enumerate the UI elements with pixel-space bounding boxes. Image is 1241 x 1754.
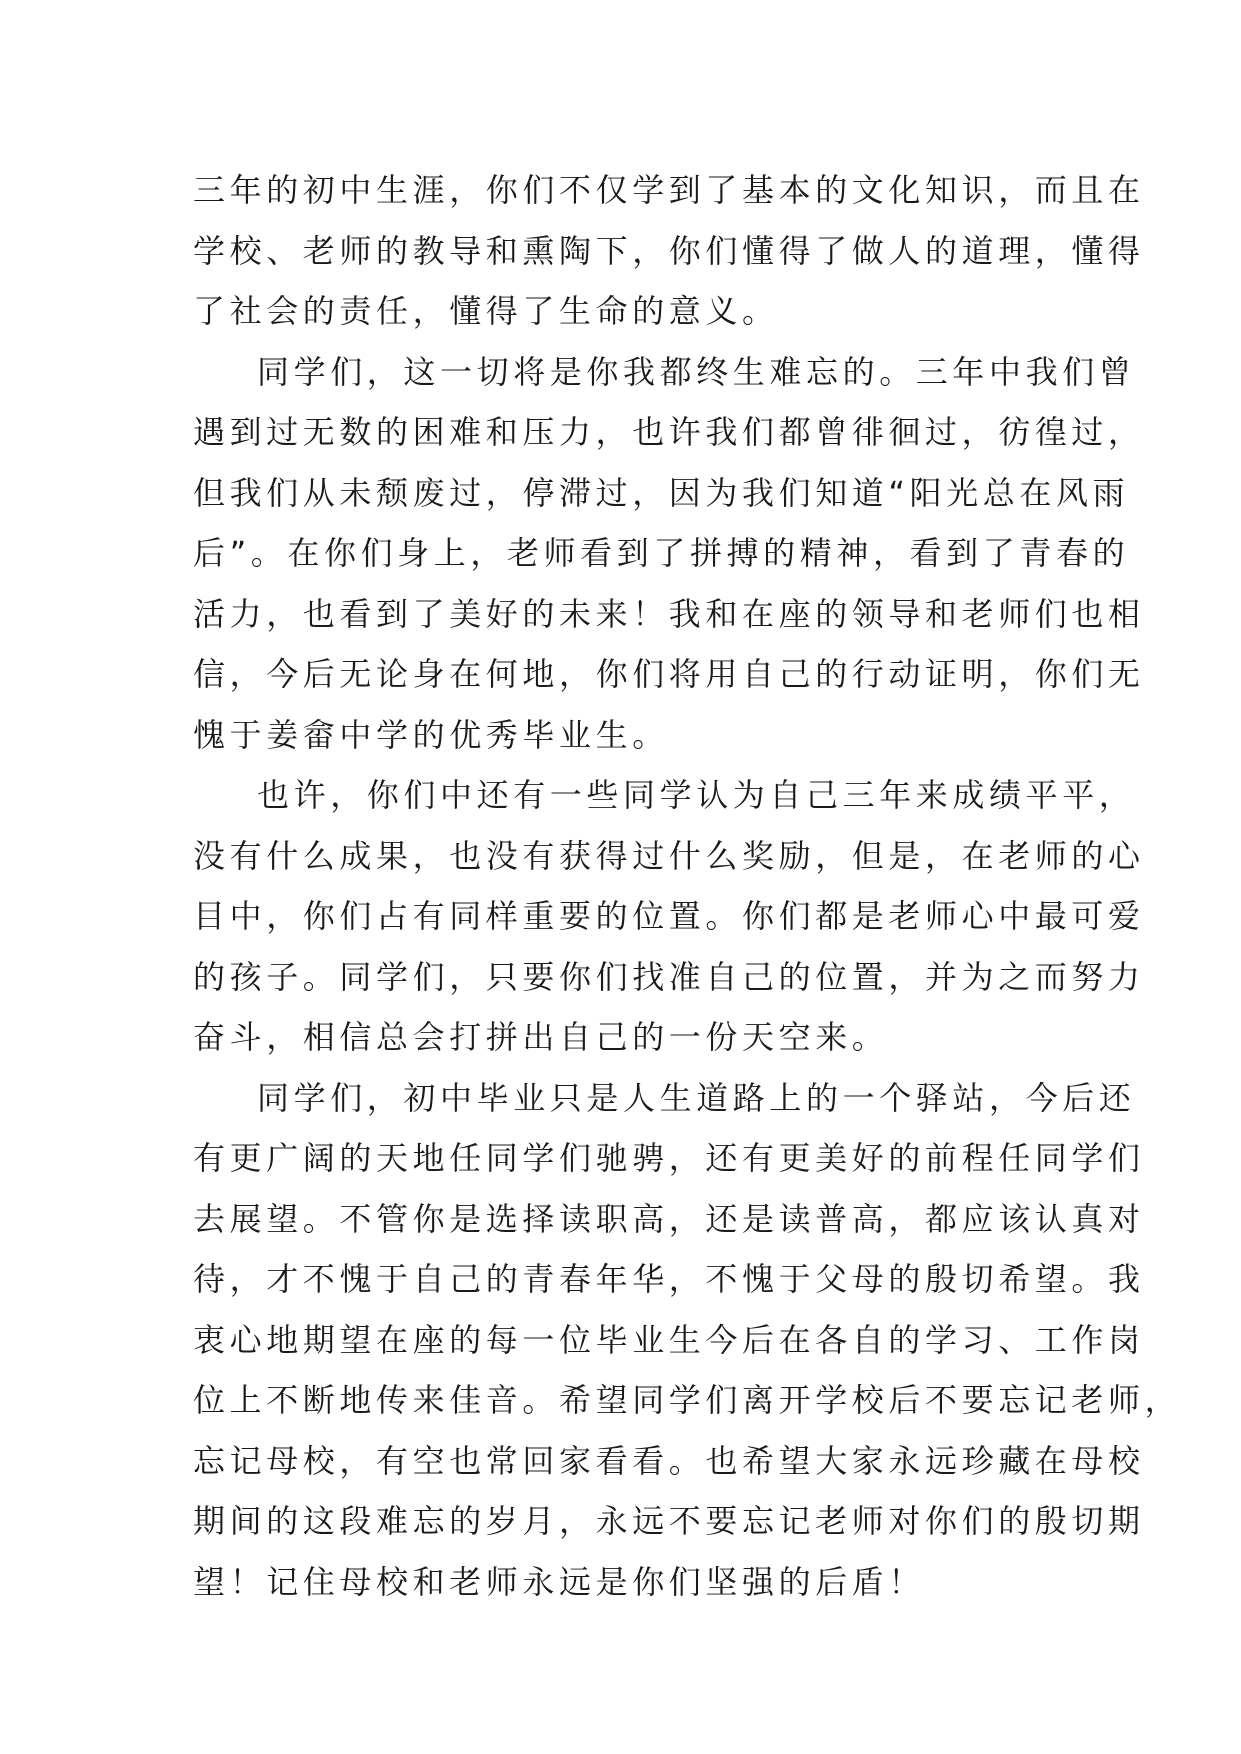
paragraph-4 xyxy=(193,1068,1182,1613)
text-line: 也许，你们中还有一些同学认为自己三年来成绩平平， xyxy=(257,776,1136,814)
text-line: 信，今后无论身在何地，你们将用自己的行动证明，你们无 xyxy=(193,655,1145,693)
text-line: 后”。在你们身上，老师看到了拼搏的精神，看到了青春的 xyxy=(193,534,1130,572)
text-line: 愧于姜畲中学的优秀毕业生。 xyxy=(193,715,669,754)
text-line: 奋斗，相信总会打拼出自己的一份天空来。 xyxy=(193,1018,889,1056)
text-line: 遇到过无数的困难和压力，也许我们都曾徘徊过，彷徨过， xyxy=(193,413,1145,451)
text-line: 望！记住母校和老师永远是你们坚强的后盾！ xyxy=(193,1562,926,1601)
text-line: 学校、老师的教导和熏陶下，你们懂得了做人的道理，懂得 xyxy=(193,231,1145,270)
text-line: 同学们，这一切将是你我都终生难忘的。三年中我们曾 xyxy=(257,352,1136,391)
text-line: 但我们从未颓废过，停滞过，因为我们知道“阳光总在风雨 xyxy=(193,473,1130,512)
text-line: 的孩子。同学们，只要你们找准自己的位置，并为之而努力 xyxy=(193,957,1145,996)
text-line: 没有什么成果，也没有获得过什么奖励，但是，在老师的心 xyxy=(193,836,1145,875)
text-line: 同学们，初中毕业只是人生道路上的一个驿站，今后还 xyxy=(257,1078,1136,1117)
text-line: 三年的初中生涯，你们不仅学到了基本的文化知识，而且在 xyxy=(193,171,1145,209)
document-body xyxy=(193,160,1182,1612)
text-line: 了社会的责任，懂得了生命的意义。 xyxy=(193,292,779,330)
text-line: 期间的这段难忘的岁月，永远不要忘记老师对你们的殷切期 xyxy=(193,1502,1145,1540)
paragraph-3 xyxy=(193,765,1145,1068)
text-line: 衷心地期望在座的每一位毕业生今后在各自的学习、工作岗 xyxy=(193,1320,1145,1359)
text-line: 忘记母校，有空也常回家看看。也希望大家永远珍藏在母校 xyxy=(193,1441,1145,1480)
text-line: 待，才不愧于自己的青春年华，不愧于父母的殷切希望。我 xyxy=(193,1260,1145,1298)
text-line: 位上不断地传来佳音。希望同学们离开学校后不要忘记老师， xyxy=(193,1381,1182,1419)
text-line: 去展望。不管你是选择读职高，还是读普高，都应该认真对 xyxy=(193,1199,1145,1238)
paragraph-2 xyxy=(193,342,1145,766)
text-line: 目中，你们占有同样重要的位置。你们都是老师心中最可爱 xyxy=(193,897,1145,935)
text-line: 有更广阔的天地任同学们驰骋，还有更美好的前程任同学们 xyxy=(193,1139,1145,1177)
text-line: 活力，也看到了美好的未来！我和在座的领导和老师们也相 xyxy=(193,594,1145,633)
paragraph-1 xyxy=(193,160,1145,342)
